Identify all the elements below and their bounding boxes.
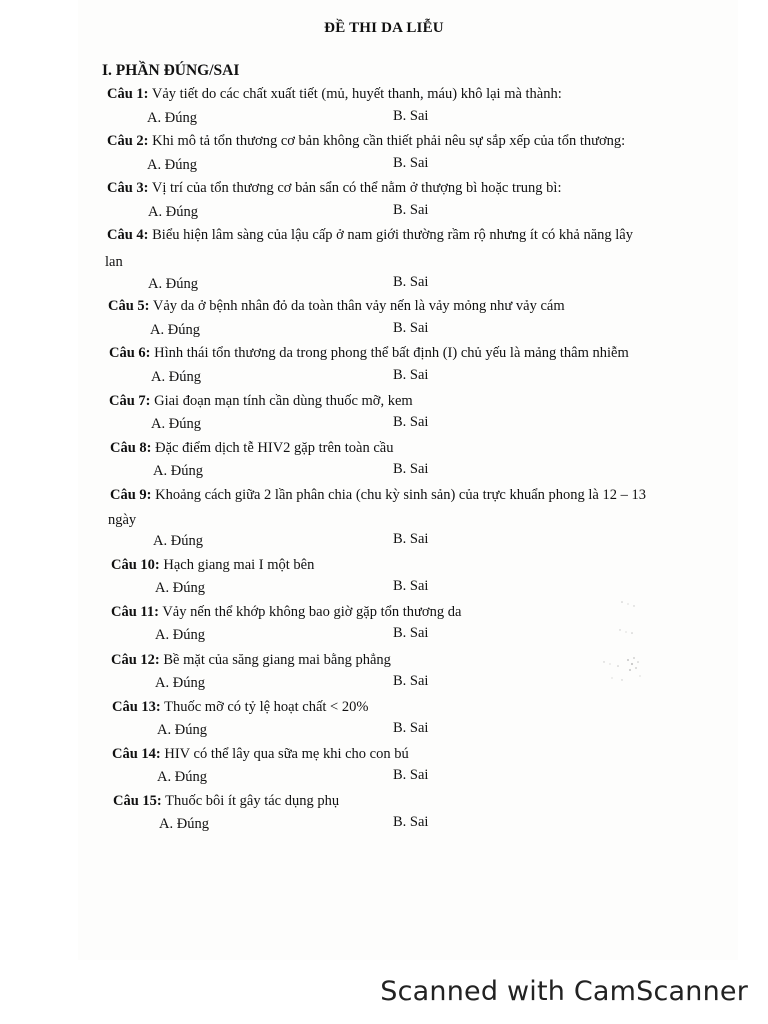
question-text: Hình thái tổn thương da trong phong thể bất định (I) chủ yếu là mảng thâm nhiễm bbox=[154, 345, 629, 361]
option-a-true: A. Đúng bbox=[150, 322, 200, 338]
question-10 bbox=[111, 557, 314, 574]
question-6 bbox=[109, 345, 629, 362]
option-a-true: A. Đúng bbox=[153, 463, 203, 479]
option-a-true: A. Đúng bbox=[148, 204, 198, 220]
question-number: Câu 9: bbox=[110, 487, 152, 503]
question-number: Câu 3: bbox=[107, 180, 149, 196]
option-a-true: A. Đúng bbox=[157, 769, 207, 785]
question-number: Câu 4: bbox=[107, 227, 149, 243]
option-b-false: B. Sai bbox=[393, 202, 429, 218]
question-8 bbox=[110, 440, 393, 457]
question-number: Câu 13: bbox=[112, 699, 161, 715]
question-5 bbox=[108, 298, 565, 315]
option-a-true: A. Đúng bbox=[147, 157, 197, 173]
question-text: Khi mô tả tổn thương cơ bản không cần thiết phải nêu sự sắp xếp của tổn thương: bbox=[152, 133, 626, 149]
question-text: Thuốc mỡ có tỷ lệ hoạt chất < 20% bbox=[164, 699, 369, 715]
option-b-false: B. Sai bbox=[393, 814, 429, 830]
question-number: Câu 1: bbox=[107, 86, 149, 102]
option-a-true: A. Đúng bbox=[147, 110, 197, 126]
scan-speckle-noise bbox=[592, 596, 652, 686]
question-text: Bề mặt của săng giang mai bằng phẳng bbox=[163, 652, 391, 668]
option-b-false: B. Sai bbox=[393, 108, 429, 124]
option-b-false: B. Sai bbox=[393, 155, 429, 171]
question-text: Hạch giang mai I một bên bbox=[163, 557, 315, 573]
section-heading: I. PHẦN ĐÚNG/SAI bbox=[102, 62, 240, 79]
question-9 bbox=[110, 487, 646, 504]
option-b-false: B. Sai bbox=[393, 274, 429, 290]
option-b-false: B. Sai bbox=[393, 673, 429, 689]
option-a-true: A. Đúng bbox=[157, 722, 207, 738]
question-text: Vảy da ở bệnh nhân đỏ da toàn thân vảy nến là vảy mỏng như vảy cám bbox=[152, 298, 565, 314]
question-text: Vảy nến thể khớp không bao giờ gặp tổn thương da bbox=[162, 604, 462, 620]
question-1 bbox=[107, 86, 562, 103]
question-text-continuation: lan bbox=[105, 254, 123, 270]
question-text: Thuốc bôi ít gây tác dụng phụ bbox=[165, 793, 340, 809]
question-text: Giai đoạn mạn tính cần dùng thuốc mỡ, kem bbox=[154, 393, 413, 409]
option-b-false: B. Sai bbox=[393, 767, 429, 783]
option-b-false: B. Sai bbox=[393, 531, 429, 547]
question-text: Khoảng cách giữa 2 lần phân chia (chu kỳ sinh sản) của trực khuẩn phong là 12 – 13 bbox=[155, 487, 646, 503]
camscanner-watermark: Scanned with CamScanner bbox=[380, 976, 748, 1007]
option-a-true: A. Đúng bbox=[155, 627, 205, 643]
question-11 bbox=[111, 604, 461, 621]
question-15 bbox=[113, 793, 339, 810]
option-a-true: A. Đúng bbox=[148, 276, 198, 292]
question-number: Câu 5: bbox=[108, 298, 150, 314]
question-number: Câu 12: bbox=[111, 652, 160, 668]
option-a-true: A. Đúng bbox=[155, 675, 205, 691]
option-a-true: A. Đúng bbox=[151, 416, 201, 432]
option-a-true: A. Đúng bbox=[155, 580, 205, 596]
option-b-false: B. Sai bbox=[393, 367, 429, 383]
question-number: Câu 14: bbox=[112, 746, 161, 762]
question-text: Biểu hiện lâm sàng của lậu cấp ở nam giới thường rầm rộ nhưng ít có khả năng lây bbox=[152, 227, 633, 243]
question-13 bbox=[112, 699, 368, 716]
option-a-true: A. Đúng bbox=[151, 369, 201, 385]
question-14 bbox=[112, 746, 409, 763]
question-number: Câu 7: bbox=[109, 393, 151, 409]
question-4 bbox=[107, 227, 633, 244]
question-number: Câu 8: bbox=[110, 440, 152, 456]
option-a-true: A. Đúng bbox=[153, 533, 203, 549]
option-b-false: B. Sai bbox=[393, 461, 429, 477]
option-a-true: A. Đúng bbox=[159, 816, 209, 832]
question-number: Câu 6: bbox=[109, 345, 151, 361]
question-number: Câu 10: bbox=[111, 557, 160, 573]
option-b-false: B. Sai bbox=[393, 414, 429, 430]
question-number: Câu 2: bbox=[107, 133, 149, 149]
option-b-false: B. Sai bbox=[393, 320, 429, 336]
question-12 bbox=[111, 652, 391, 669]
option-b-false: B. Sai bbox=[393, 625, 429, 641]
question-text-continuation: ngày bbox=[108, 512, 137, 528]
question-number: Câu 11: bbox=[111, 604, 159, 620]
option-b-false: B. Sai bbox=[393, 578, 429, 594]
question-number: Câu 15: bbox=[113, 793, 162, 809]
question-text: Đặc điểm dịch tễ HIV2 gặp trên toàn cầu bbox=[155, 440, 394, 456]
question-text: HIV có thể lây qua sữa mẹ khi cho con bú bbox=[164, 746, 409, 762]
question-text: Vảy tiết do các chất xuất tiết (mủ, huyết thanh, máu) khô lại mà thành: bbox=[151, 86, 562, 102]
option-b-false: B. Sai bbox=[393, 720, 429, 736]
question-2 bbox=[107, 133, 625, 150]
question-text: Vị trí của tổn thương cơ bản sẩn có thể nằm ở thượng bì hoặc trung bì: bbox=[151, 180, 562, 196]
question-7 bbox=[109, 393, 413, 410]
exam-title: ĐỀ THI DA LIỄU bbox=[324, 20, 444, 36]
question-3 bbox=[107, 180, 562, 197]
